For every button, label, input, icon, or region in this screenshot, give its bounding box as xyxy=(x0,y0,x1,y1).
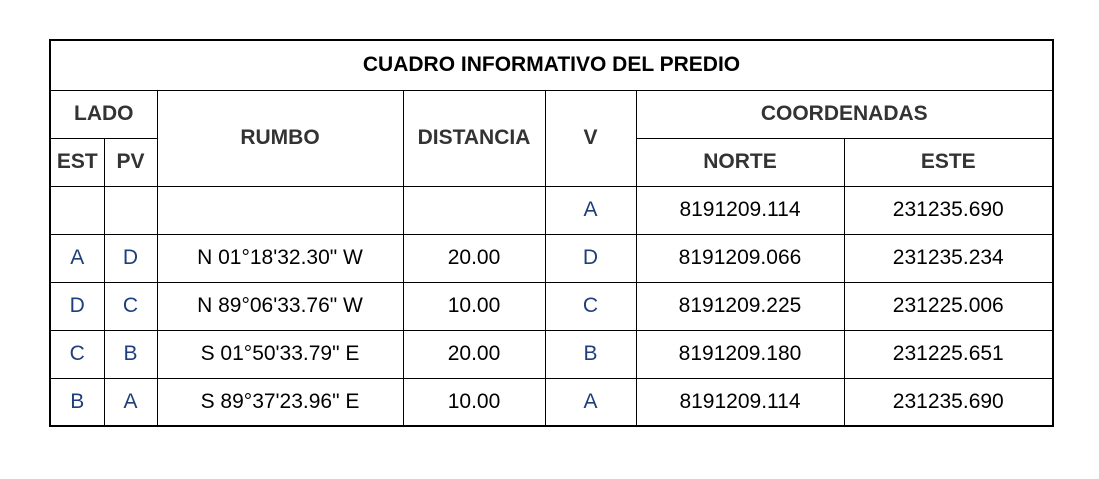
table-row xyxy=(50,330,1053,378)
cell-este: 231235.234 xyxy=(844,234,1053,282)
cell-est: C xyxy=(50,330,104,378)
cell-rumbo xyxy=(157,186,403,234)
cell-este: 231225.651 xyxy=(844,330,1053,378)
cell-distancia: 10.00 xyxy=(403,282,545,330)
cell-est: B xyxy=(50,378,104,426)
property-info-table xyxy=(49,39,1054,427)
cell-rumbo: S 01°50'33.79" E xyxy=(157,330,403,378)
header-norte: NORTE xyxy=(636,138,844,186)
table-row xyxy=(50,234,1053,282)
cell-est xyxy=(50,186,104,234)
table-row xyxy=(50,282,1053,330)
header-lado: LADO xyxy=(50,90,157,138)
cell-distancia: 20.00 xyxy=(403,234,545,282)
cell-pv xyxy=(104,186,157,234)
cell-v: B xyxy=(545,330,636,378)
cell-pv: C xyxy=(104,282,157,330)
cell-norte: 8191209.066 xyxy=(636,234,844,282)
header-pv: PV xyxy=(104,138,157,186)
header-coordenadas: COORDENADAS xyxy=(636,90,1053,138)
table-title: CUADRO INFORMATIVO DEL PREDIO xyxy=(50,40,1053,90)
cell-est: A xyxy=(50,234,104,282)
cell-rumbo: N 01°18'32.30" W xyxy=(157,234,403,282)
header-est: EST xyxy=(50,138,104,186)
header-este: ESTE xyxy=(844,138,1053,186)
cell-pv: A xyxy=(104,378,157,426)
cell-este: 231225.006 xyxy=(844,282,1053,330)
cell-pv: D xyxy=(104,234,157,282)
table-row xyxy=(50,378,1053,426)
cell-v: D xyxy=(545,234,636,282)
header-rumbo: RUMBO xyxy=(157,90,403,186)
cell-norte: 8191209.180 xyxy=(636,330,844,378)
cell-distancia xyxy=(403,186,545,234)
cell-distancia: 20.00 xyxy=(403,330,545,378)
cell-norte: 8191209.225 xyxy=(636,282,844,330)
header-v: V xyxy=(545,90,636,186)
cell-v: C xyxy=(545,282,636,330)
cell-distancia: 10.00 xyxy=(403,378,545,426)
cell-norte: 8191209.114 xyxy=(636,378,844,426)
cell-rumbo: N 89°06'33.76" W xyxy=(157,282,403,330)
header-distancia: DISTANCIA xyxy=(403,90,545,186)
cell-v: A xyxy=(545,186,636,234)
cell-pv: B xyxy=(104,330,157,378)
cell-v: A xyxy=(545,378,636,426)
cell-este: 231235.690 xyxy=(844,186,1053,234)
cell-este: 231235.690 xyxy=(844,378,1053,426)
cell-norte: 8191209.114 xyxy=(636,186,844,234)
cell-est: D xyxy=(50,282,104,330)
cell-rumbo: S 89°37'23.96" E xyxy=(157,378,403,426)
table-row xyxy=(50,186,1053,234)
